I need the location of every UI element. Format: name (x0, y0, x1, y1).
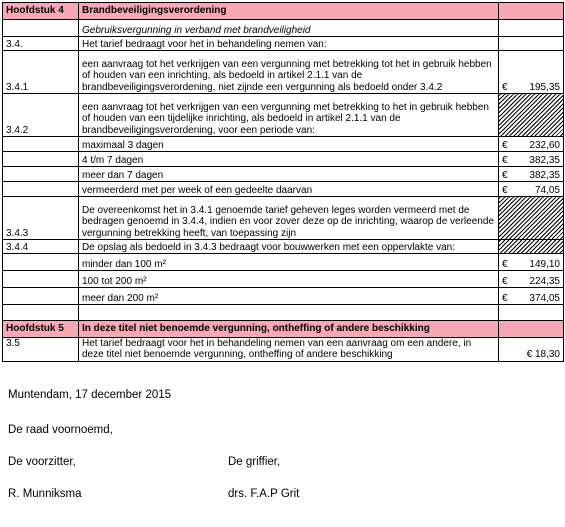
row-number: 3.4.4 (3, 240, 79, 254)
currency-symbol: € (502, 169, 508, 181)
table-row (3, 338, 564, 362)
row-number: 3.4.2 (3, 94, 79, 137)
row-amount (499, 152, 564, 167)
row-text: meer dan 200 m² (79, 288, 499, 305)
currency-symbol: € (502, 275, 508, 287)
amount-value: 232,60 (529, 139, 560, 151)
hatched-cell (499, 240, 564, 254)
amount-value: 149,10 (529, 258, 560, 270)
currency-symbol: € (502, 258, 508, 270)
amount-value: 74,05 (534, 184, 560, 196)
table-row (3, 271, 564, 288)
amount-value: 224,35 (529, 275, 560, 287)
table-row (3, 197, 564, 240)
chapter-4-header (3, 3, 564, 20)
currency-symbol: € (502, 292, 508, 304)
chapter-5-header (3, 321, 564, 338)
table-row (3, 152, 564, 167)
amount-value: 382,35 (529, 154, 560, 166)
currency-symbol: € (502, 184, 508, 196)
row-amount (499, 182, 564, 197)
row-text: De opslag als bedoeld in 3.4.3 bedraagt voor bouwwerken met een oppervlakte van: (79, 240, 499, 254)
table-row (3, 20, 564, 37)
chapter-4-title: Brandbeveiligingsverordening (79, 3, 499, 20)
row-text: 4 t/m 7 dagen (79, 152, 499, 167)
table-row (3, 254, 564, 271)
row-text: 100 tot 200 m² (79, 271, 499, 288)
row-number: 3.5 (3, 338, 79, 362)
row-text: een aanvraag tot het verkrijgen van een vergunning met betrekking tot het in gebruik hebben of houden van een inrichting, als bedoeld in artikel 2.1.1 van de brandbeveiligingsverordening, niet zijnde een vergunning als bedoeld onder 3.4.2 (79, 51, 499, 94)
row-text: minder dan 100 m² (79, 254, 499, 271)
table-row (3, 167, 564, 182)
place-date: Muntendam, 17 december 2015 (8, 389, 172, 401)
row-text: De overeenkomst het in 3.4.1 genoemde tarief geheven leges worden vermeerd met de bedragen genoemd in 3.4.4, indien en voor zover deze op de inrichting, waarop de verleende vergunning betrekking heeft, van toepassing zijn (79, 197, 499, 240)
tariff-table (2, 2, 564, 362)
table-row (3, 137, 564, 152)
chair-title: De voorzitter, (8, 456, 76, 468)
chapter-5-title: In deze titel niet benoemde vergunning, ontheffing of andere beschikking (79, 321, 499, 338)
currency-symbol: € (502, 139, 508, 151)
currency-symbol: € (502, 81, 508, 93)
row-number: 3.4.3 (3, 197, 79, 240)
sub-heading: Gebruiksvergunning in verband met brandveiligheid (79, 20, 499, 37)
table-row (3, 305, 564, 321)
clerk-title: De griffier, (228, 456, 281, 468)
row-text: meer dan 7 dagen (79, 167, 499, 182)
currency-symbol: € (502, 154, 508, 166)
row-amount (499, 167, 564, 182)
amount-value: 374,05 (529, 292, 560, 304)
amount-value: 195,35 (529, 81, 560, 93)
row-amount: € 18,30 (499, 338, 564, 362)
clerk-name: drs. F.A.P Grit (228, 488, 300, 500)
row-amount (499, 254, 564, 271)
row-text: Het tarief bedraagt voor het in behandeling nemen van: (79, 37, 499, 51)
table-row (3, 240, 564, 254)
hatched-cell (499, 94, 564, 137)
chapter-4-label: Hoofdstuk 4 (3, 3, 79, 20)
table-row (3, 94, 564, 137)
row-amount (499, 271, 564, 288)
row-text: Het tarief bedraagt voor het in behandeling nemen van een aanvraag om een andere, in deze titel niet benoemde vergunning, ontheffing of andere beschikking (79, 338, 499, 362)
council-line: De raad voornoemd, (8, 424, 113, 436)
amount-value: 382,35 (529, 169, 560, 181)
row-text: een aanvraag tot het verkrijgen van een vergunning met betrekking to het in gebruik hebben of houden van een tijdelijke inrichting, als bedoeld in artikel 2.1.1 van de brandbeveiligingsverordening, voor een periode van: (79, 94, 499, 137)
row-number: 3.4. (3, 37, 79, 51)
row-amount (499, 51, 564, 94)
row-amount (499, 137, 564, 152)
row-text: maximaal 3 dagen (79, 137, 499, 152)
table-row (3, 182, 564, 197)
table-row (3, 37, 564, 51)
row-text: vermeerderd met per week of een gedeelte daarvan (79, 182, 499, 197)
chair-name: R. Munniksma (8, 488, 82, 500)
chapter-5-label: Hoofdstuk 5 (3, 321, 79, 338)
row-number: 3.4.1 (3, 51, 79, 94)
hatched-cell (499, 197, 564, 240)
table-row (3, 51, 564, 94)
table-row (3, 288, 564, 305)
row-amount (499, 288, 564, 305)
